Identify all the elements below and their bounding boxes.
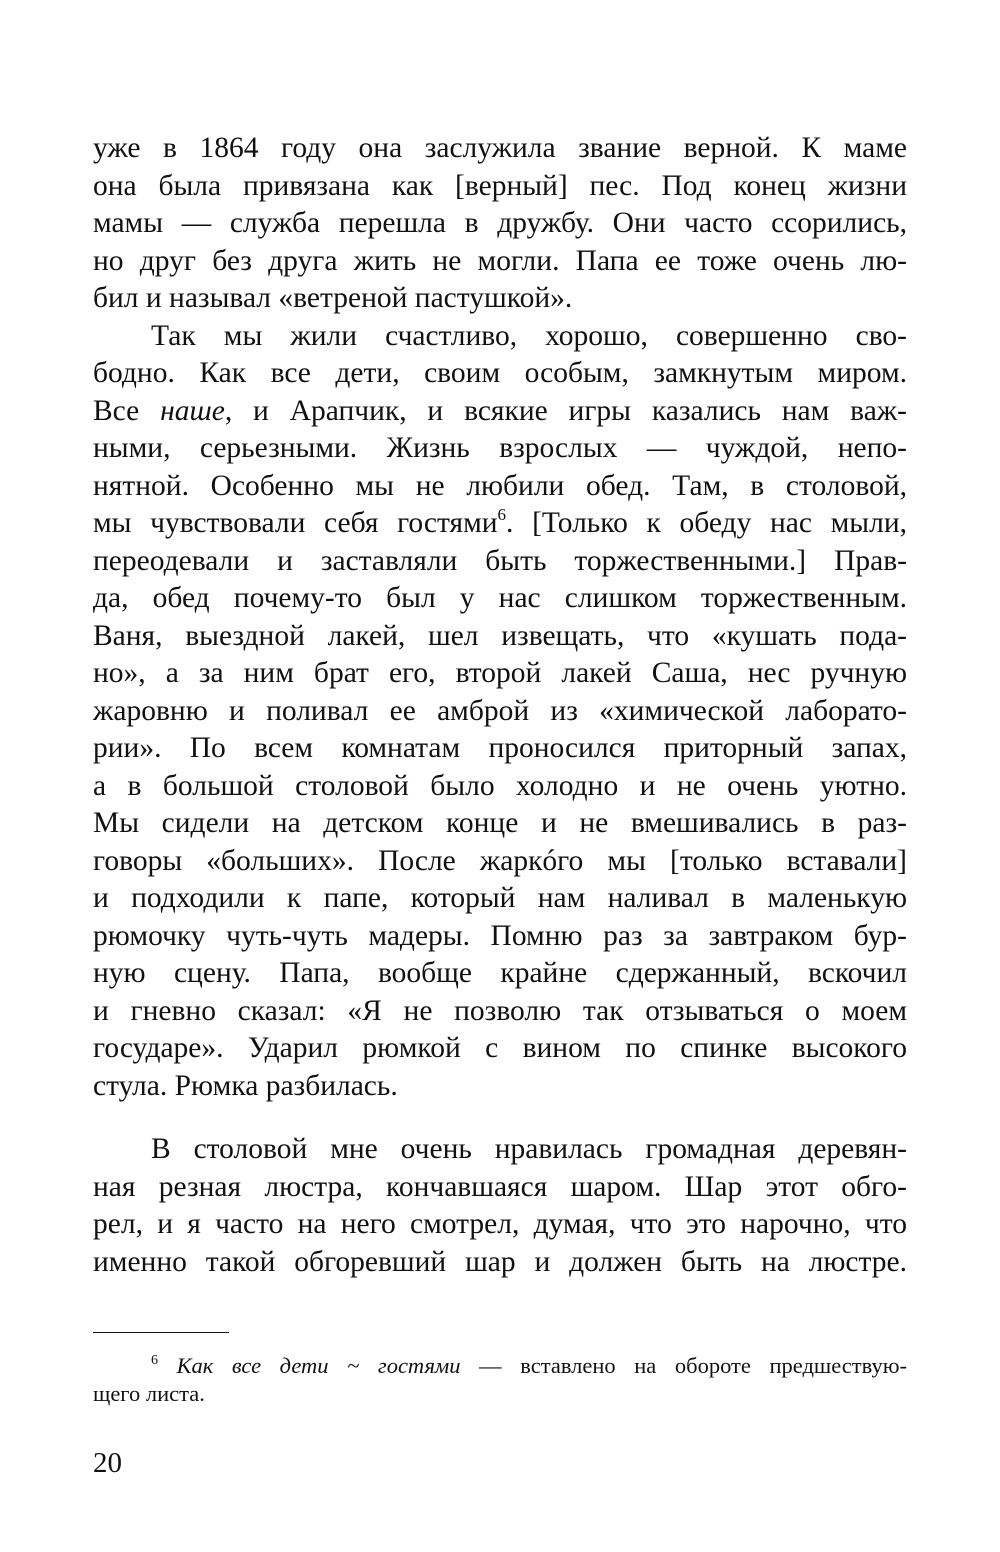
text-line: рюмочку чуть-чуть мадеры. Помню раз за завтраком бур- — [93, 919, 907, 952]
text-line: нятной. Особенно мы не любили обед. Там, в столовой, — [93, 469, 907, 502]
footnote-text: — вставлено на обороте предшествую- — [460, 1353, 907, 1378]
text-line: и подходили к папе, который нам наливал в маленькую — [93, 882, 907, 914]
italic-word: наше — [160, 394, 225, 427]
paragraph-3 — [93, 1131, 907, 1281]
text-line: государе». Ударил рюмкой с вином по спинке высокого — [93, 1032, 907, 1064]
text-line: именно такой обгоревший шар и должен быть на люстре. — [93, 1245, 907, 1278]
text-fragment: . [Только к обеду нас мыли, — [506, 507, 907, 539]
text-fragment: Все — [93, 394, 161, 427]
text-line: бодно. Как все дети, своим особым, замкнутым миром. — [93, 357, 907, 389]
main-text — [93, 130, 907, 1281]
text-line: Ваня, выездной лакей, шел извещать, что «кушать пода- — [93, 619, 907, 652]
text-line: В столовой мне очень нравилась громадная деревян- — [151, 1133, 907, 1165]
paragraph-2 — [93, 318, 907, 1106]
text-line: уже в 1864 году она заслужила звание верной. К маме — [93, 132, 907, 164]
page-number: 20 — [93, 1447, 122, 1479]
text-line — [93, 505, 907, 543]
text-line: но», а за ним брат его, второй лакей Саша, нес ручную — [93, 657, 907, 689]
text-line: и гневно сказал: «Я не позволю так отзываться о моем — [93, 994, 907, 1027]
footnote — [93, 1352, 907, 1408]
footnote-line — [93, 1352, 907, 1380]
text-line: мамы — служба перешла в дружбу. Они часто ссорились, — [93, 207, 907, 239]
text-line: да, обед почему-то был у нас слишком торжественным. — [93, 582, 907, 614]
footnote-separator — [93, 1332, 229, 1333]
footnote-line: щего листа. — [93, 1381, 205, 1406]
footnote-reference[interactable]: 6 — [497, 505, 507, 524]
text-line: рел, и я часто на него смотрел, думая, что это нарочно, что — [93, 1208, 907, 1240]
text-line — [93, 393, 907, 431]
text-line: переодевали и заставляли быть торжественными.] Прав- — [93, 544, 907, 577]
text-line: стула. Рюмка разбилась. — [93, 1069, 398, 1102]
text-line: Мы сидели на детском конце и не вмешивались в раз- — [93, 807, 907, 839]
text-line: жаровню и поливал ее амброй из «химической лаборато- — [93, 694, 907, 727]
text-line: Так мы жили счастливо, хорошо, совершенно сво- — [151, 319, 907, 352]
text-fragment: , и Арапчик, и всякие игры казались нам важ- — [224, 394, 907, 427]
text-line: бил и называл «ветреной пастушкой». — [93, 282, 573, 314]
paragraph-gap — [93, 1105, 907, 1131]
text-line: но друг без друга жить не могли. Папа ее тоже очень лю- — [93, 244, 907, 277]
footnote-italic: Как все дети ~ гостями — [176, 1353, 461, 1378]
text-line: ную сцену. Папа, вообще крайне сдержанный, вскочил — [93, 957, 907, 989]
text-line: ными, серьезными. Жизнь взрослых — чуждой, непо- — [93, 432, 907, 464]
text-fragment: мы чувствовали себя гостями — [93, 507, 498, 539]
text-line: рии». По всем комнатам проносился приторный запах, — [93, 732, 907, 764]
text-line: ная резная люстра, кончавшаяся шаром. Шар этот обго- — [93, 1170, 907, 1203]
paragraph-1 — [93, 130, 907, 318]
footnote-marker: 6 — [151, 1353, 158, 1368]
text-line: она была привязана как [верный] пес. Под конец жизни — [93, 169, 907, 202]
text-line: а в большой столовой было холодно и не очень уютно. — [93, 769, 907, 802]
text-line: говоры «больших». После жаркóго мы [только вставали] — [93, 844, 907, 877]
